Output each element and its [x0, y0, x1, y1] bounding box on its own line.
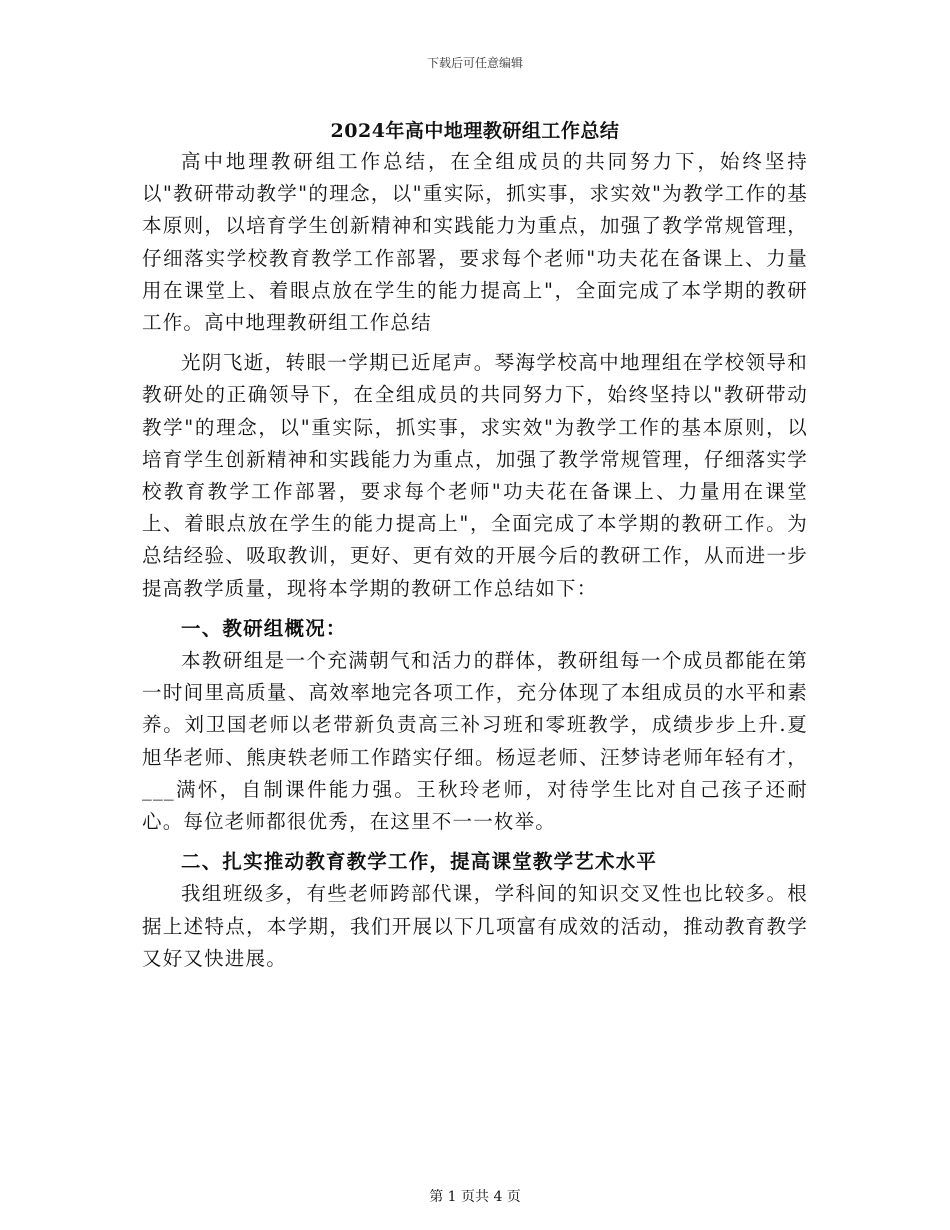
paragraph-group-profile: 本教研组是一个充满朝气和活力的群体，教研组每一个成员都能在第一时间里高质量、高效率地完各项工作，充分体现了本组成员的水平和素养。刘卫国老师以老带新负责高三补习班和零班教学，成绩步步上升.夏旭华老师、熊庚轶老师工作踏实仔细。杨逗老师、汪梦诗老师年轻有才，___满怀，自制课件能力强。王秋玲老师，对待学生比对自己孩子还耐心。每位老师都很优秀，在这里不一一枚举。: [142, 649, 808, 834]
section-heading-2: 二、扎实推动教育教学工作，提高课堂教学艺术水平: [181, 850, 658, 874]
paragraph-overview: 光阴飞逝，转眼一学期已近尾声。琴海学校高中地理组在学校领导和教研处的正确领导下，在全组成员的共同努力下，始终坚持以"教研带动教学"的理念，以"重实际，抓实事，求实效"为教学工作的基本原则，以培育学生创新精神和实践能力为重点，加强了教学常规管理，仔细落实学校教育教学工作部署，要求每个老师"功夫花在备课上、力量用在课堂上、着眼点放在学生的能力提高上"，全面完成了本学期的教研工作。为总结经验、吸取教训，更好、更有效的开展今后的教研工作，从而进一步提高教学质量，现将本学期的教研工作总结如下：: [142, 351, 808, 600]
document-title: 2024年高中地理教研组工作总结: [330, 120, 620, 142]
paragraph-activities: 我组班级多，有些老师跨部代课，学科间的知识交叉性也比较多。根据上述特点，本学期，我们开展以下几项富有成效的活动，推动教育教学又好又快进展。: [142, 882, 808, 970]
page-header-note: 下载后可任意编辑: [426, 56, 523, 70]
page-footer-number: 第 1 页共 4 页: [429, 1189, 521, 1205]
paragraph-intro: 高中地理教研组工作总结，在全组成员的共同努力下，始终坚持以"教研带动教学"的理念，以"重实际，抓实事，求实效"为教学工作的基本原则，以培育学生创新精神和实践能力为重点，加强了教学常规管理，仔细落实学校教育教学工作部署，要求每个老师"功夫花在备课上、力量用在课堂上、着眼点放在学生的能力提高上"，全面完成了本学期的教研工作。高中地理教研组工作总结: [142, 150, 808, 335]
document-body: [142, 146, 808, 975]
section-heading-1: 一、教研组概况：: [181, 616, 347, 640]
